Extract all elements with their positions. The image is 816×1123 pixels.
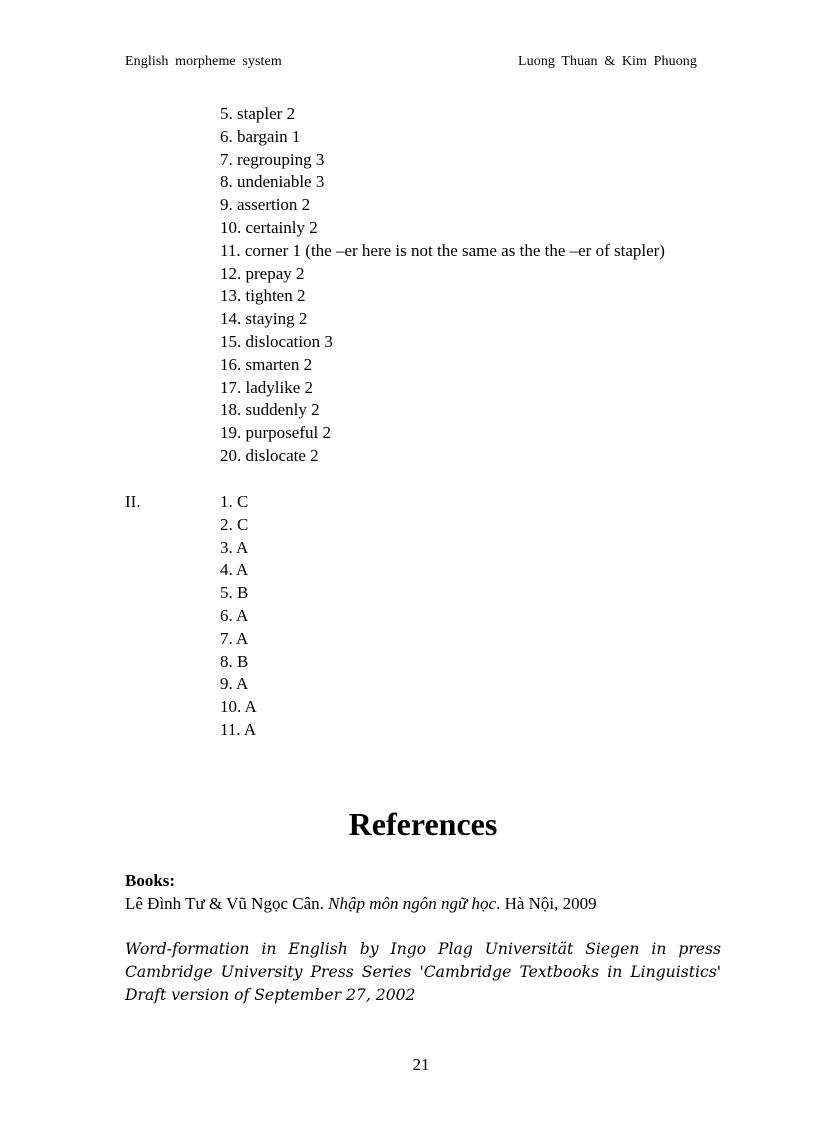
references-heading: References bbox=[348, 806, 498, 842]
answer-item: 15. dislocation 3 bbox=[220, 331, 333, 351]
answer-item: 2. C bbox=[220, 514, 249, 534]
vietnamese-reference bbox=[125, 893, 721, 916]
answer-item: 6. bargain 1 bbox=[220, 126, 301, 146]
answer-item: 8. B bbox=[220, 651, 249, 671]
answer-item: 10. A bbox=[220, 697, 257, 717]
answer-item: 18. suddenly 2 bbox=[220, 400, 320, 420]
answer-item: 1. C bbox=[220, 492, 249, 511]
answer-item: 20. dislocate 2 bbox=[220, 445, 319, 465]
header-title: English morpheme system bbox=[125, 54, 282, 69]
answer-list-part-two bbox=[220, 491, 257, 742]
reference-book-title: Nhập môn ngôn ngữ học bbox=[328, 893, 497, 913]
section-two-label: II. bbox=[125, 492, 141, 511]
answer-item: 6. A bbox=[220, 605, 249, 625]
answer-item: 5. stapler 2 bbox=[220, 104, 296, 123]
answer-item: 5. B bbox=[220, 583, 249, 603]
running-header bbox=[125, 54, 697, 74]
books-label: Books: bbox=[125, 871, 176, 890]
answer-item: 13. tighten 2 bbox=[220, 286, 306, 306]
answer-item: 19. purposeful 2 bbox=[220, 423, 331, 443]
answer-item: 3. A bbox=[220, 537, 249, 557]
reference-publication: . Hà Nội, 2009 bbox=[496, 893, 597, 913]
answer-item: 7. regrouping 3 bbox=[220, 149, 325, 169]
reference-authors: Lê Đình Tư & Vũ Ngọc Cân. bbox=[125, 893, 329, 913]
answer-item: 9. A bbox=[220, 674, 249, 694]
header-authors: Luong Thuan & Kim Phuong bbox=[517, 54, 697, 69]
answer-item: 10. certainly 2 bbox=[220, 217, 318, 237]
answer-item: 17. ladylike 2 bbox=[220, 377, 314, 397]
answer-item: 12. prepay 2 bbox=[220, 263, 305, 283]
answer-item: 11. A bbox=[220, 719, 257, 739]
answer-item: 14. staying 2 bbox=[220, 309, 308, 329]
answer-item: 16. smarten 2 bbox=[220, 354, 313, 374]
references-section bbox=[125, 870, 721, 1007]
answer-item: 4. A bbox=[220, 560, 249, 580]
page-number: 21 bbox=[412, 1055, 430, 1074]
answer-item: 8. undeniable 3 bbox=[220, 172, 325, 192]
plag-reference: Word-formation in English by Ingo Plag Universität Siegen in press Cambridge University Press Series 'Cambridge Textbooks in Linguistics' Draft version of September 27, 2002 bbox=[125, 939, 721, 1004]
answer-item: 11. corner 1 (the –er here is not the same as the the –er of stapler) bbox=[220, 240, 665, 260]
answer-item: 7. A bbox=[220, 628, 249, 648]
answer-item: 9. assertion 2 bbox=[220, 195, 311, 215]
answer-list-part-one bbox=[220, 103, 665, 468]
